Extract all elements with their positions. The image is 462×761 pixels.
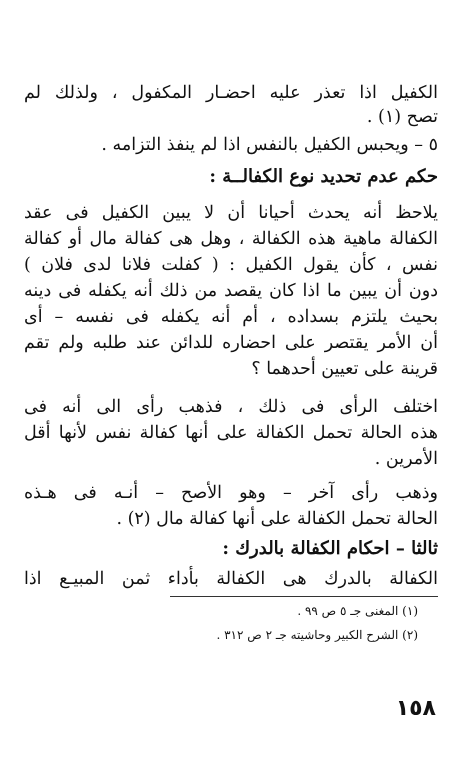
paragraph2-line-3: نفس ، كأن يقول الكفيل : ( كفلت فلانا لدى فلان ) — [24, 255, 438, 275]
paragraph2-line-1: يلاحظ أنه يحدث أحيانا أن لا يبين الكفيل فى عقد — [24, 203, 438, 223]
paragraph2-line-6: أن الأمر يقتصر على احضاره للدائن عند طلبه ولم تقم — [24, 333, 438, 353]
paragraph2-line-2: الكفالة ماهية هذه الكفالة ، وهل هى كفالة مال أو كفالة — [24, 229, 438, 249]
footnote-1: (١) المغنى جـ ٥ ص ٩٩ . — [297, 604, 418, 618]
paragraph1-line-2: تصح (١) . — [366, 107, 438, 127]
footnote-divider — [170, 596, 438, 597]
section-heading-darak-guarantee: ثالثا – احكام الكفالة بالدرك : — [222, 538, 438, 559]
paragraph2-line-5: بحيث يلتزم بسداده ، أم أنه يكفله فى نفسه – أى — [24, 307, 438, 327]
paragraph4-line-2: الحالة تحمل الكفالة على أنها كفالة مال (٢) . — [116, 509, 438, 529]
paragraph2-line-4: دون أن يبين ما اذا كان يقصد من ذلك أنه يكفله فى دينه — [24, 281, 438, 301]
footnote-2: (٢) الشرح الكبير وحاشيته جـ ٢ ص ٣١٢ . — [216, 628, 418, 642]
paragraph5-line-1: الكفالة بالدرك هى الكفالة بأداء ثمن المبيـع اذا — [24, 569, 438, 589]
paragraph3-line-1: اختلف الرأى فى ذلك ، فذهب رأى الى أنه فى — [24, 397, 438, 417]
section-heading-undetermined-guarantee: حكم عدم تحديد نوع الكفالــة : — [209, 166, 438, 187]
paragraph3-line-2: هذه الحالة تحمل الكفالة على أنها كفالة نفس لأنها أقل — [24, 423, 438, 443]
paragraph4-line-1: وذهب رأى آخر – وهو الأصح – أنـه فى هـذه — [24, 483, 438, 503]
paragraph3-line-3: الأمرين . — [374, 449, 438, 469]
paragraph1-line-1: الكفيل اذا تعذر عليه احضـار المكفول ، ولذلك لم — [24, 83, 438, 103]
paragraph2-line-7: قرينة على تعيين أحدهما ؟ — [251, 359, 438, 379]
page-number: ١٥٨ — [395, 696, 436, 721]
item-5: ٥ – ويحبس الكفيل بالنفس اذا لم ينفذ التزامه . — [101, 135, 438, 155]
